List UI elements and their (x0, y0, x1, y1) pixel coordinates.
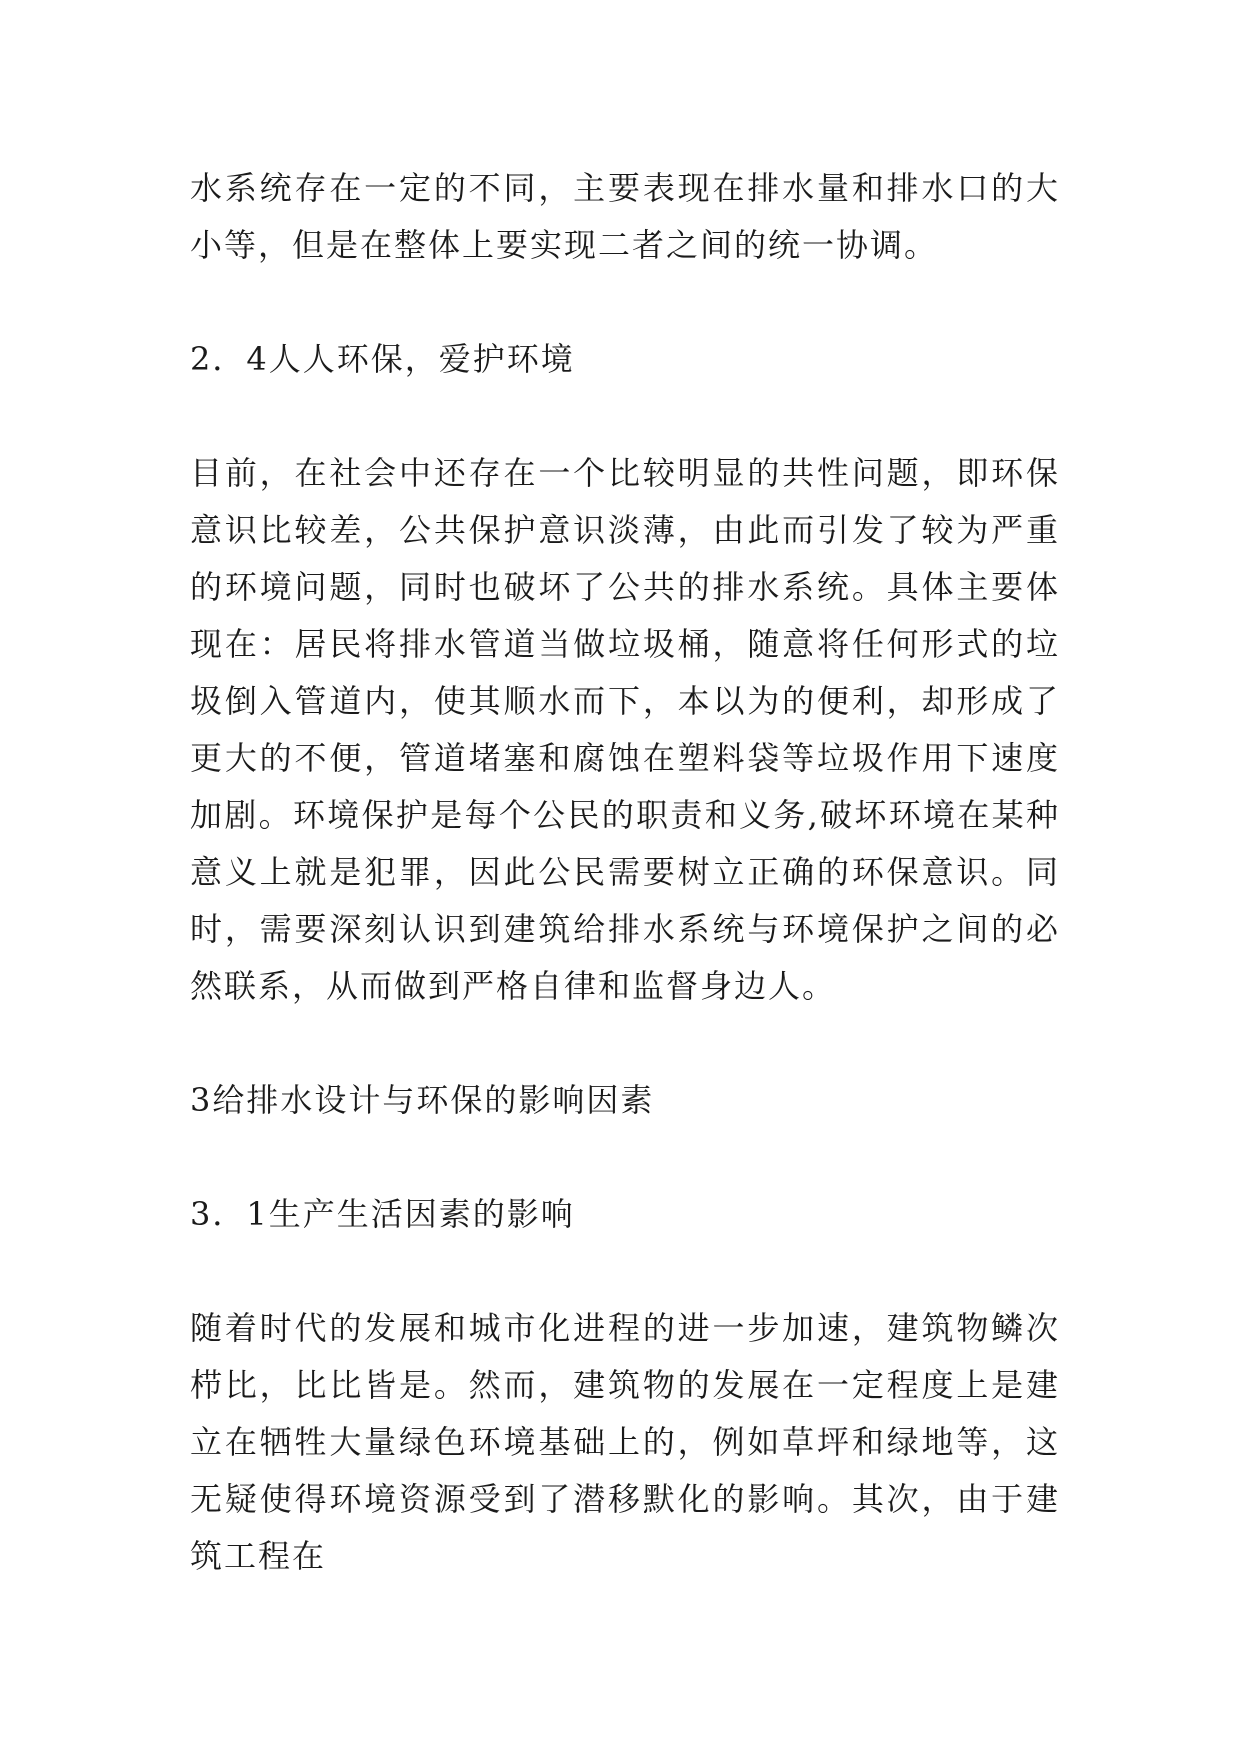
paragraph-spacer (190, 388, 1060, 445)
section-heading-2-4: 2．4人人环保，爱护环境 (190, 340, 575, 378)
paragraph-drainage-difference: 水系统存在一定的不同，主要表现在排水量和排水口的大小等，但是在整体上要实现二者之间的统一协调。 (190, 169, 1060, 264)
paragraph-spacer (190, 1129, 1060, 1186)
paragraph-environmental-awareness: 目前，在社会中还存在一个比较明显的共性问题，即环保意识比较差，公共保护意识淡薄，由此而引发了较为严重的环境问题，同时也破坏了公共的排水系统。具体主要体现在：居民将排水管道当做垃圾桶，随意将任何形式的垃圾倒入管道内，使其顺水而下，本以为的便利，却形成了更大的不便，管道堵塞和腐蚀在塑料袋等垃圾作用下速度加剧。环境保护是每个公民的职责和义务,破坏环境在某种意义上就是犯罪，因此公民需要树立正确的环保意识。同时，需要深刻认识到建筑给排水系统与环境保护之间的必然联系，从而做到严格自律和监督身边人。 (190, 454, 1060, 1005)
section-heading-3-1: 3．1生产生活因素的影响 (190, 1195, 575, 1233)
paragraph-spacer (190, 1015, 1060, 1072)
document-body (190, 160, 1060, 1585)
paragraph-urbanization-impact: 随着时代的发展和城市化进程的进一步加速，建筑物鳞次栉比，比比皆是。然而，建筑物的发展在一定程度上是建立在牺牲大量绿色环境基础上的，例如草坪和绿地等，这无疑使得环境资源受到了潜移默化的影响。其次，由于建筑工程在 (190, 1309, 1060, 1575)
paragraph-spacer (190, 274, 1060, 331)
paragraph-spacer (190, 1243, 1060, 1300)
section-heading-3: 3给排水设计与环保的影响因素 (190, 1081, 655, 1119)
